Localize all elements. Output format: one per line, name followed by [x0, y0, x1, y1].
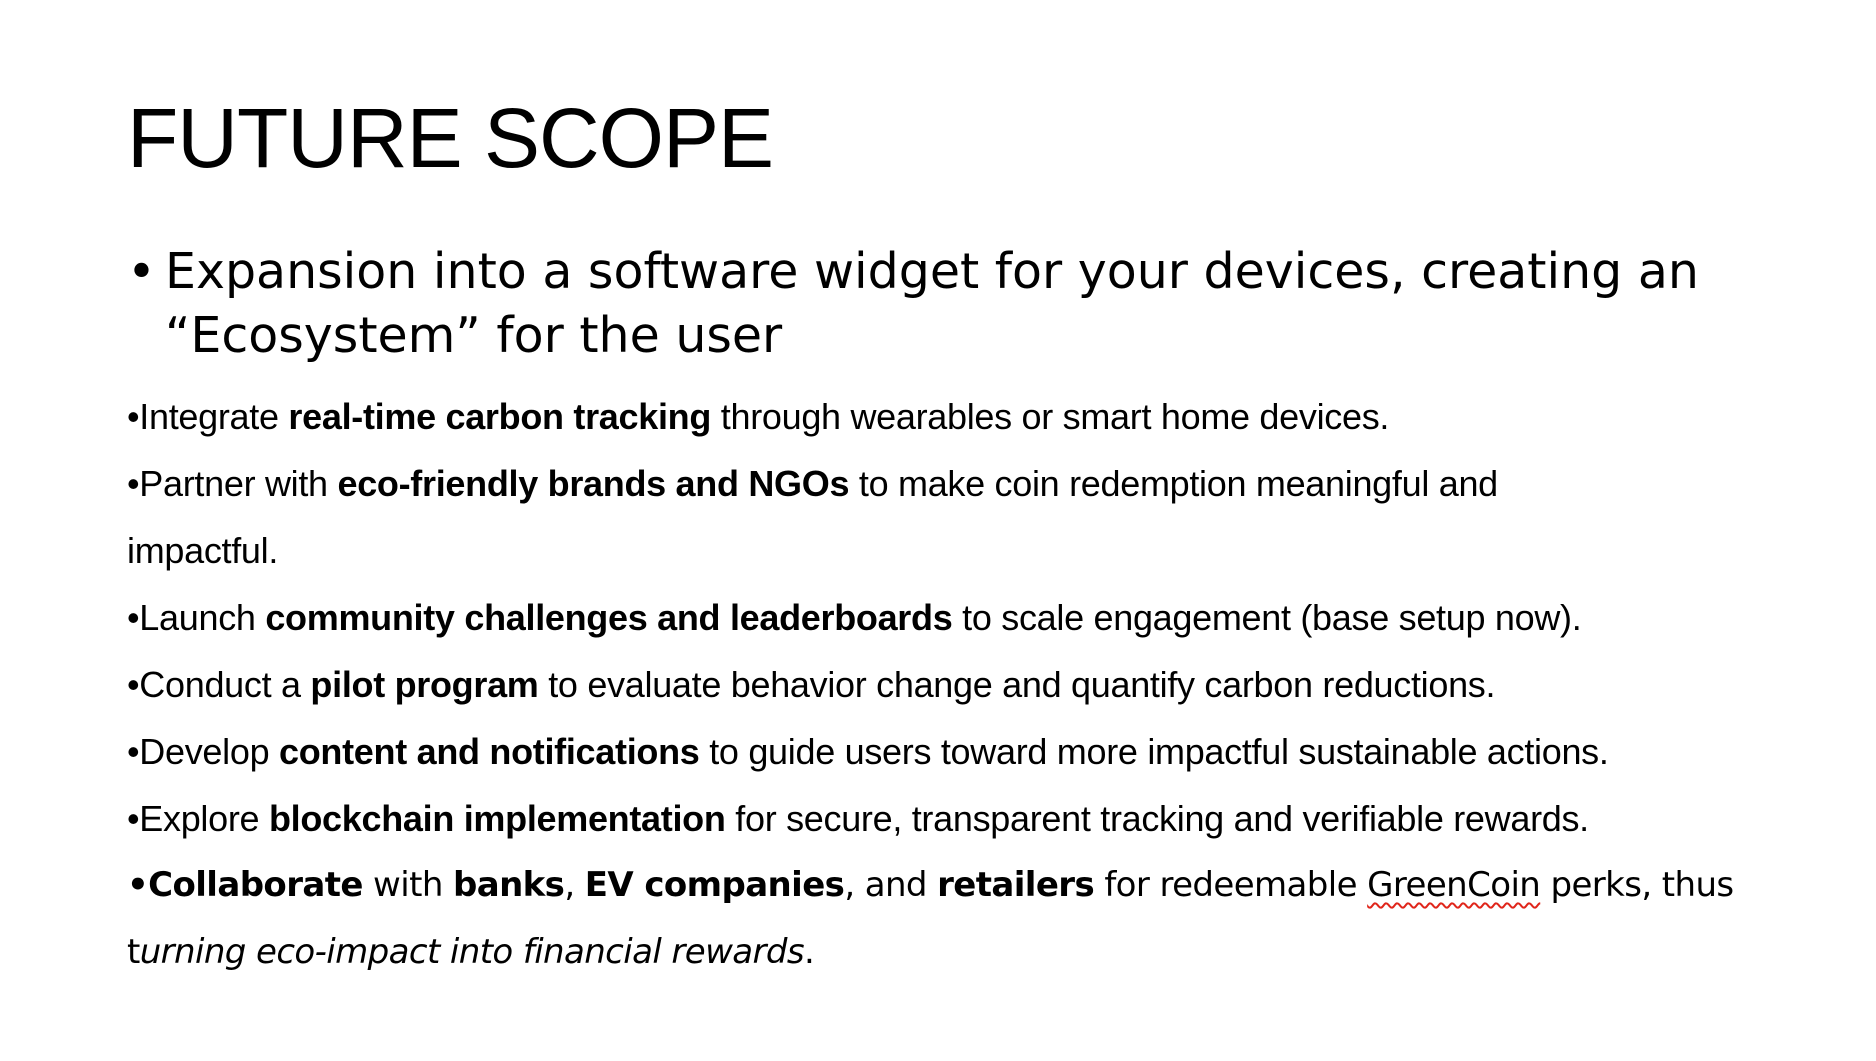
- point-emphasis: real-time carbon tracking: [288, 396, 712, 437]
- sub-points-list: [127, 383, 1827, 986]
- point-text: •Explore: [127, 798, 269, 839]
- point-italic-text: urning eco-impact into financial rewards: [139, 932, 805, 972]
- point-emphasis: pilot program: [310, 664, 539, 705]
- point-text: •Develop: [127, 731, 279, 772]
- point-text: to make coin redemption meaningful and: [849, 463, 1498, 504]
- point-text: through wearables or smart home devices.: [711, 396, 1390, 437]
- point-text: •Partner with: [127, 463, 338, 504]
- point-text: for secure, transparent tracking and verifiable rewards.: [725, 798, 1589, 839]
- point-emphasis: content and notifications: [279, 731, 700, 772]
- main-bullet-line-2: “Ecosystem” for the user: [165, 307, 783, 364]
- point-emphasis: EV companies: [584, 865, 845, 905]
- point-text: for redeemable: [1094, 865, 1368, 905]
- list-item: [127, 584, 1827, 651]
- point-text: •Launch: [127, 597, 266, 638]
- list-item-collaborate: [127, 852, 1827, 919]
- list-item: [127, 450, 1827, 517]
- list-item: [127, 785, 1827, 852]
- point-text: , and: [844, 865, 938, 905]
- point-text: •Conduct a: [127, 664, 311, 705]
- slide-title: FUTURE SCOPE: [127, 91, 774, 185]
- point-text: to guide users toward more impactful sustainable actions.: [699, 731, 1609, 772]
- point-emphasis: community challenges and leaderboards: [265, 597, 953, 638]
- bullet-icon: •: [127, 243, 156, 300]
- point-text: •Integrate: [127, 396, 289, 437]
- list-item-continuation: [127, 919, 1827, 986]
- main-bullet-line-1: [127, 240, 1767, 304]
- point-emphasis: blockchain implementation: [268, 798, 726, 839]
- point-text: to scale engagement (base setup now).: [952, 597, 1582, 638]
- point-text: impactful.: [127, 530, 279, 571]
- list-item: [127, 651, 1827, 718]
- point-emphasis: banks: [452, 865, 565, 905]
- point-text: to evaluate behavior change and quantify carbon reductions.: [538, 664, 1496, 705]
- point-text: perks, thus: [1540, 865, 1734, 905]
- point-text: ,: [564, 865, 585, 905]
- list-item-continuation: [127, 517, 1827, 584]
- point-text: t: [127, 932, 140, 972]
- point-emphasis: eco-friendly brands and NGOs: [337, 463, 850, 504]
- list-item: [127, 718, 1827, 785]
- point-text: with: [362, 865, 453, 905]
- main-bullet: [127, 240, 1767, 368]
- point-text: .: [804, 932, 815, 972]
- main-bullet-text: Expansion into a software widget for your devices, creating an: [165, 243, 1699, 300]
- misspelled-word: GreenCoin: [1367, 865, 1541, 905]
- list-item: [127, 383, 1827, 450]
- point-emphasis: retailers: [937, 865, 1095, 905]
- point-emphasis: •Collaborate: [127, 865, 363, 905]
